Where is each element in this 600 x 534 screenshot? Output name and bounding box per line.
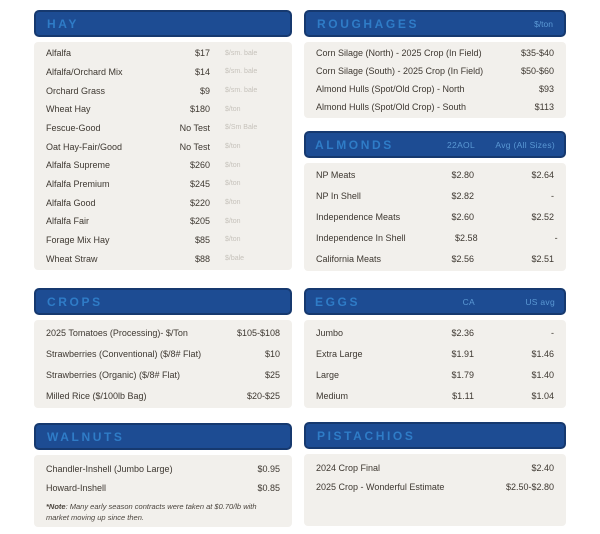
item-name: Wheat Straw — [46, 253, 98, 264]
item-value: $14 — [194, 66, 210, 77]
item-value: $20-$25 — [246, 390, 280, 401]
item-value: $93 — [538, 84, 554, 94]
item-name: Almond Hulls (Spot/Old Crop) - North — [316, 84, 465, 94]
crops-title: CROPS — [47, 294, 103, 309]
table-row — [46, 349, 280, 359]
item-col1-value: $2.56 — [451, 253, 474, 264]
item-name: 2024 Crop Final — [316, 462, 381, 473]
roughages-unit-header: $/ton — [534, 18, 553, 29]
hay-title: HAY — [47, 16, 80, 31]
item-value: $10 — [264, 348, 280, 359]
table-row — [46, 328, 280, 338]
eggs-title: EGGS — [315, 294, 361, 309]
item-value: $260 — [189, 160, 210, 171]
item-name: NP Meats — [316, 170, 356, 181]
item-name: Corn Silage (South) - 2025 Crop (In Field) — [316, 66, 484, 76]
item-value: $220 — [189, 197, 210, 208]
item-value: $180 — [189, 104, 210, 115]
item-col2-value: $2.51 — [531, 253, 554, 264]
hay-panel — [34, 10, 292, 270]
eggs-table — [304, 320, 566, 408]
item-col2-value: - — [551, 327, 554, 338]
item-col1-value: $2.60 — [451, 211, 474, 222]
item-name: Alfalfa — [46, 48, 72, 59]
item-unit: $/ton — [225, 143, 241, 151]
table-row — [316, 254, 554, 264]
table-row — [46, 216, 280, 226]
item-name: Alfalfa Supreme — [46, 160, 111, 171]
item-value: $0.95 — [257, 463, 280, 474]
crops-table — [34, 320, 292, 408]
item-name: Alfalfa Premium — [46, 178, 110, 189]
item-name: Alfalfa Good — [46, 197, 96, 208]
item-unit: $/bale — [225, 255, 245, 263]
pistachios-table — [304, 454, 566, 526]
item-name: Strawberries (Organic) ($/8# Flat) — [46, 369, 181, 380]
left-column — [34, 10, 292, 527]
item-name: Independence Meats — [316, 211, 401, 222]
almonds-col2-header: Avg (All Sizes) — [495, 139, 555, 150]
crops-panel — [34, 288, 292, 408]
walnuts-table — [34, 455, 292, 527]
item-name: Extra Large — [316, 348, 363, 359]
item-name: Wheat Hay — [46, 104, 91, 115]
almonds-panel — [304, 131, 566, 271]
table-row — [46, 48, 280, 58]
almonds-table — [304, 163, 566, 271]
table-row — [46, 198, 280, 208]
table-row — [46, 391, 280, 401]
eggs-header — [304, 288, 566, 315]
table-row — [46, 370, 280, 380]
item-col1-value: $2.58 — [455, 232, 478, 243]
item-value: $2.40 — [531, 462, 554, 473]
item-col2-value: $1.04 — [531, 390, 554, 401]
item-name: Independence In Shell — [316, 232, 406, 243]
item-name: Fescue-Good — [46, 122, 101, 133]
table-row — [316, 191, 554, 201]
item-value: $0.85 — [257, 482, 280, 493]
table-row — [46, 104, 280, 114]
item-col2-value: $1.46 — [531, 348, 554, 359]
item-value: $85 — [194, 234, 210, 245]
item-col1-value: $1.11 — [452, 390, 474, 401]
table-row — [46, 86, 280, 96]
item-unit: $/ton — [225, 180, 241, 188]
table-row — [46, 123, 280, 133]
item-col1-value: $1.91 — [451, 348, 474, 359]
table-row — [316, 66, 554, 76]
right-column — [304, 10, 566, 527]
item-name: 2025 Crop - Wonderful Estimate — [316, 481, 445, 492]
item-name: Milled Rice ($/100lb Bag) — [46, 390, 147, 401]
hay-header — [34, 10, 292, 37]
table-row — [46, 160, 280, 170]
table-row — [46, 235, 280, 245]
item-name: Forage Mix Hay — [46, 234, 110, 245]
table-row — [316, 349, 554, 359]
item-unit: $/sm. bale — [225, 68, 258, 76]
eggs-panel — [304, 288, 566, 408]
item-name: Alfalfa/Orchard Mix — [46, 66, 123, 77]
item-col2-value: - — [554, 232, 558, 243]
item-name: Oat Hay-Fair/Good — [46, 141, 123, 152]
table-row — [316, 102, 554, 112]
roughages-table — [304, 42, 566, 118]
pistachios-header — [304, 422, 566, 449]
item-value: No Test — [179, 122, 210, 133]
table-row — [46, 254, 280, 264]
table-row — [316, 370, 554, 380]
table-row — [316, 232, 558, 243]
item-col2-value: - — [551, 191, 554, 202]
item-col2-value: $2.64 — [531, 170, 554, 181]
roughages-header — [304, 10, 566, 37]
note-label: *Note — [46, 502, 66, 511]
item-unit: $/Sm Bale — [225, 124, 258, 132]
almonds-col1-header: 22AOL — [447, 139, 475, 150]
item-value: $35-$40 — [520, 48, 554, 58]
item-col1-value: $1.79 — [451, 369, 474, 380]
eggs-col1-header: CA — [462, 296, 475, 307]
walnuts-note — [46, 501, 280, 524]
item-unit: $/ton — [225, 199, 241, 207]
item-name: NP In Shell — [316, 191, 361, 202]
note-text: : Many early season contracts were taken at $0.70/lb with market moving up since then. — [46, 502, 257, 523]
roughages-title: ROUGHAGES — [317, 16, 420, 31]
table-row — [316, 212, 554, 222]
table-row — [46, 478, 280, 497]
table-row — [316, 391, 554, 401]
item-value: $25 — [264, 369, 280, 380]
pistachios-panel — [304, 422, 566, 526]
almonds-header — [304, 131, 566, 158]
item-col1-value: $2.36 — [451, 327, 474, 338]
pistachios-title: PISTACHIOS — [317, 428, 416, 443]
table-row — [316, 84, 554, 94]
item-value: No Test — [179, 141, 210, 152]
item-name: Jumbo — [316, 327, 344, 338]
table-row — [46, 179, 280, 189]
walnuts-header — [34, 423, 292, 450]
item-col1-value: $2.80 — [451, 170, 474, 181]
item-value: $245 — [189, 178, 210, 189]
item-name: Strawberries (Conventional) ($/8# Flat) — [46, 348, 202, 359]
almonds-title: ALMONDS — [315, 137, 394, 152]
item-name: Large — [316, 369, 340, 380]
item-unit: $/sm. bale — [225, 49, 258, 57]
hay-table — [34, 42, 292, 270]
item-col1-value: $2.82 — [451, 191, 474, 202]
item-col2-value: $1.40 — [531, 369, 554, 380]
item-value: $9 — [199, 85, 210, 96]
item-name: Chandler-Inshell (Jumbo Large) — [46, 463, 173, 474]
item-value: $2.50-$2.80 — [505, 481, 554, 492]
crops-header — [34, 288, 292, 315]
roughages-panel — [304, 10, 566, 118]
table-row — [316, 477, 554, 496]
table-row — [316, 458, 554, 477]
item-unit: $/ton — [225, 236, 241, 244]
eggs-col2-header: US avg — [525, 296, 555, 307]
item-name: Medium — [316, 390, 349, 401]
table-row — [316, 170, 554, 180]
item-value: $88 — [194, 253, 210, 264]
table-row — [46, 67, 280, 77]
item-value: $105-$108 — [236, 327, 280, 338]
item-value: $17 — [194, 48, 210, 59]
item-value: $205 — [189, 216, 210, 227]
table-row — [316, 48, 554, 58]
item-unit: $/ton — [225, 217, 241, 225]
item-name: Orchard Grass — [46, 85, 106, 96]
item-name: Howard-Inshell — [46, 482, 107, 493]
table-row — [46, 459, 280, 478]
item-unit: $/ton — [225, 105, 241, 113]
table-row — [46, 142, 280, 152]
item-name: Corn Silage (North) - 2025 Crop (In Field) — [316, 48, 482, 58]
item-name: 2025 Tomatoes (Processing)- $/Ton — [46, 327, 188, 338]
item-name: California Meats — [316, 253, 382, 264]
walnuts-title: WALNUTS — [47, 429, 125, 444]
item-name: Almond Hulls (Spot/Old Crop) - South — [316, 102, 467, 112]
walnuts-panel — [34, 423, 292, 527]
item-value: $50-$60 — [520, 66, 554, 76]
item-unit: $/ton — [225, 161, 241, 169]
table-row — [316, 328, 554, 338]
item-col2-value: $2.52 — [531, 211, 554, 222]
item-value: $113 — [534, 102, 554, 112]
item-unit: $/sm. bale — [225, 87, 258, 95]
item-name: Alfalfa Fair — [46, 216, 90, 227]
